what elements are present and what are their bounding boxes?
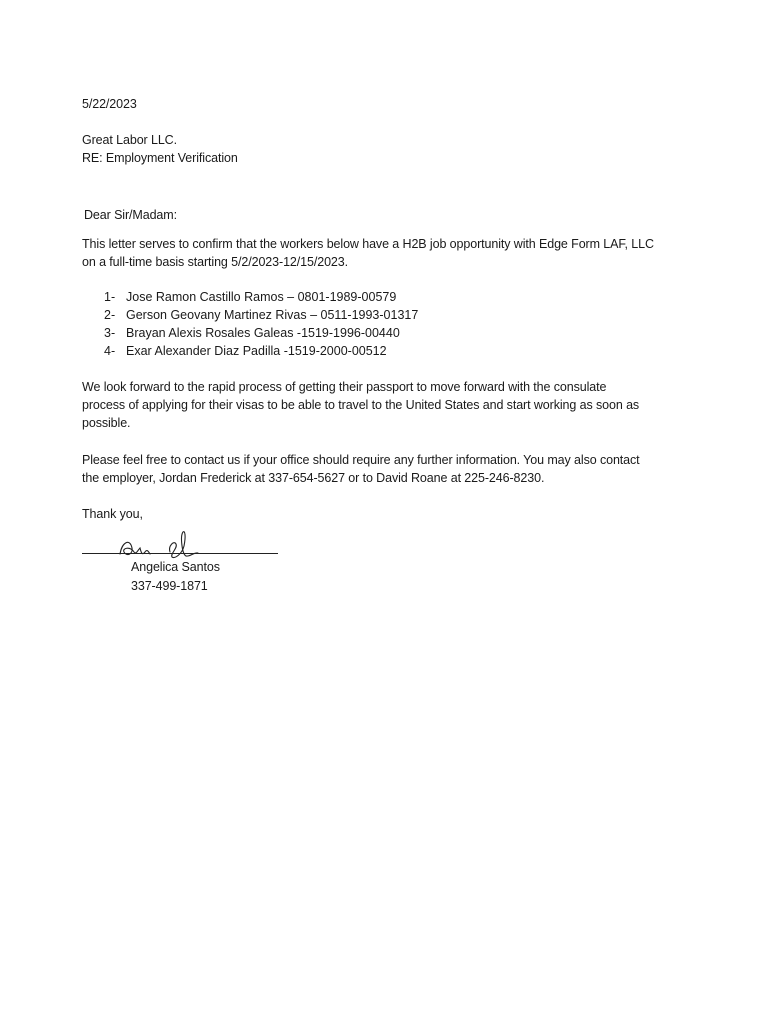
paragraph-line: This letter serves to confirm that the workers below have a H2B job opportunity with Edge Form LAF, LLC [82, 237, 654, 251]
signer-phone: 337-499-1871 [131, 579, 208, 593]
paragraph-line: We look forward to the rapid process of getting their passport to move forward with the consulate [82, 380, 607, 394]
signature-line [82, 553, 278, 554]
list-item [104, 306, 418, 324]
list-number: 3- [104, 326, 116, 340]
paragraph-line: the employer, Jordan Frederick at 337-654-5627 or to David Roane at 225-246-8230. [82, 471, 545, 485]
paragraph-contact [82, 451, 640, 487]
paragraph-confirmation [82, 235, 654, 271]
paragraph-line: possible. [82, 416, 131, 430]
subject-line: RE: Employment Verification [82, 151, 238, 165]
worker-list [104, 288, 418, 360]
list-item [104, 324, 418, 342]
list-number: 4- [104, 344, 116, 358]
list-number: 1- [104, 290, 116, 304]
paragraph-passport [82, 378, 639, 432]
signer-name: Angelica Santos [131, 560, 220, 574]
worker-entry: Exar Alexander Diaz Padilla -1519-2000-00512 [126, 344, 387, 358]
worker-entry: Brayan Alexis Rosales Galeas -1519-1996-00440 [126, 326, 400, 340]
worker-entry: Gerson Geovany Martinez Rivas – 0511-1993-01317 [126, 308, 419, 322]
worker-entry: Jose Ramon Castillo Ramos – 0801-1989-00579 [126, 290, 397, 304]
letter-date: 5/22/2023 [82, 97, 137, 111]
list-item [104, 342, 418, 360]
recipient-name: Great Labor LLC. [82, 133, 177, 147]
list-number: 2- [104, 308, 116, 322]
paragraph-line: on a full-time basis starting 5/2/2023-12/15/2023. [82, 255, 349, 269]
paragraph-line: Please feel free to contact us if your office should require any further information. You may also contact [82, 453, 640, 467]
closing: Thank you, [82, 507, 143, 521]
list-item [104, 288, 418, 306]
salutation: Dear Sir/Madam: [84, 208, 177, 222]
paragraph-line: process of applying for their visas to be able to travel to the United States and start working as soon as [82, 398, 640, 412]
